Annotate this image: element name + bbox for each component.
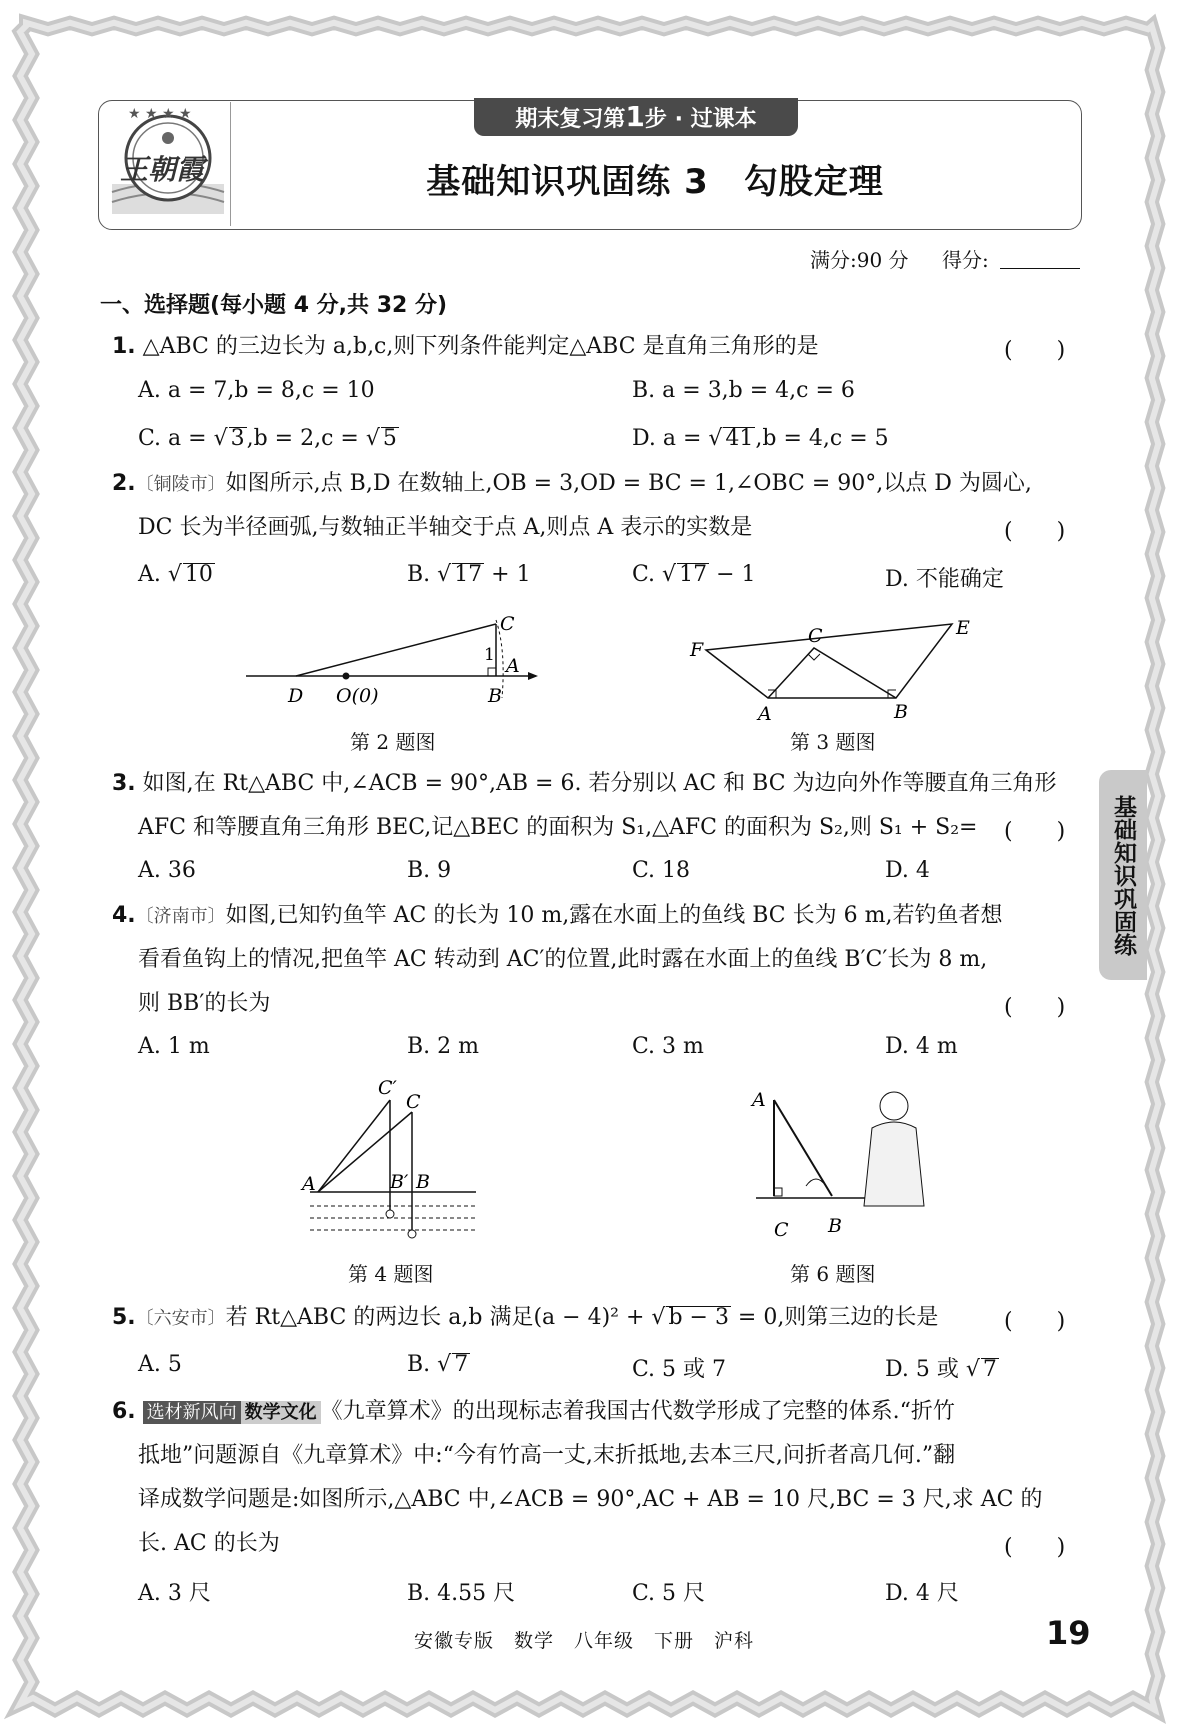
question-3	[112, 770, 1057, 798]
option-d[interactable]: D. 4 m	[885, 1034, 958, 1059]
hook-icon	[408, 1230, 416, 1238]
question-line: 如图,已知钓鱼竿 AC 的长为 10 m,露在水面上的鱼线 BC 长为 6 m,若钓鱼者想	[225, 903, 1003, 928]
score-blank[interactable]	[1000, 268, 1080, 269]
label-d: D	[288, 685, 304, 707]
hook-icon	[386, 1210, 394, 1218]
triangle-acb	[768, 648, 896, 698]
figure-2	[240, 606, 550, 716]
question-6	[112, 1398, 955, 1427]
label-b: B	[416, 1171, 430, 1193]
option-text: B.	[407, 1352, 438, 1377]
label-e: E	[956, 617, 970, 639]
answer-paren[interactable]: ( )	[1004, 338, 1066, 363]
label-a: A	[752, 1089, 766, 1111]
figure-6	[746, 1076, 936, 1246]
radicand: b − 3	[668, 1305, 729, 1330]
option-b[interactable]: B. 9	[407, 858, 452, 883]
question-number: 6.	[112, 1399, 136, 1424]
option-text: ,b = 4,c = 5	[755, 426, 889, 451]
question-number: 4.	[112, 903, 136, 928]
right-angle-mark	[808, 654, 820, 660]
label-c-prime: C′	[378, 1077, 397, 1099]
question-number: 2.	[112, 471, 136, 496]
option-b[interactable]: B. √ 17 + 1	[407, 562, 531, 587]
option-text: A.	[138, 562, 168, 587]
option-d[interactable]: D. 4 尺	[885, 1581, 959, 1606]
option-d[interactable]: D. 4	[885, 858, 930, 883]
logo-text: 王朝霞	[120, 153, 205, 186]
label-c: C	[808, 625, 823, 647]
figure-6-caption: 第 6 题图	[790, 1262, 876, 1286]
hypotenuse-dc	[296, 624, 496, 676]
origin-dot	[343, 673, 350, 680]
figure-4-caption: 第 4 题图	[348, 1262, 434, 1286]
option-a[interactable]: A. a = 7,b = 8,c = 10	[138, 378, 375, 403]
source-tag: 〔六安市〕	[135, 1308, 226, 1329]
option-d[interactable]: D. a = √ 41,b = 4,c = 5	[632, 426, 889, 451]
footer-text: 安徽专版 数学 八年级 下册 沪科	[414, 1630, 755, 1652]
scholar-head-icon	[880, 1092, 908, 1120]
question-line: AFC 和等腰直角三角形 BEC,记△BEC 的面积为 S₁,△AFC 的面积为 S₂,则 S₁ + S₂=	[138, 815, 978, 840]
figure-3-caption: 第 3 题图	[790, 730, 876, 754]
option-c[interactable]: C. a = √ 3,b = 2,c = √ 5	[138, 426, 397, 451]
right-angle-mark	[774, 1188, 782, 1196]
label-a: A	[758, 703, 772, 720]
option-text: C. a =	[138, 426, 214, 451]
option-text: + 1	[484, 562, 531, 587]
figure-4	[300, 1076, 490, 1246]
side-tab-label: 基础知识巩固练	[1110, 794, 1136, 956]
option-c[interactable]: C. 5 尺	[632, 1581, 706, 1606]
bamboo-ab	[774, 1100, 832, 1196]
question-1	[112, 333, 819, 361]
label-f: F	[690, 639, 704, 661]
option-text: D. 5 或	[885, 1357, 966, 1382]
label-c: C	[500, 613, 515, 635]
option-a[interactable]: A. √ 10	[138, 562, 213, 587]
option-d[interactable]: D. 5 或 √ 7	[885, 1357, 997, 1382]
source-tag: 〔铜陵市〕	[135, 474, 226, 495]
rod-ac-prime	[318, 1100, 390, 1192]
radicand: 10	[184, 562, 213, 587]
question-line: 长. AC 的长为	[138, 1531, 280, 1556]
answer-paren[interactable]: ( )	[1004, 519, 1066, 544]
answer-paren[interactable]: ( )	[1004, 995, 1066, 1020]
question-5: 5.〔六安市〕若 Rt△ABC 的两边长 a,b 满足(a − 4)² + √ b − 3 = 0,则第三边的长是	[112, 1305, 939, 1330]
option-text: − 1	[709, 562, 756, 587]
full-score: 满分:90 分	[810, 248, 909, 272]
option-text: ,b = 2,c =	[246, 426, 366, 451]
question-number: 3.	[112, 771, 136, 796]
question-line: 如图,在 Rt△ABC 中,∠ACB = 90°,AB = 6. 若分别以 AC 和 BC 为边向外作等腰直角三角形	[142, 771, 1057, 796]
label-one: 1	[484, 645, 495, 665]
question-stem: △ABC 的三边长为 a,b,c,则下列条件能判定△ABC 是直角三角形的是	[142, 334, 819, 359]
question-line: 则 BB′的长为	[138, 991, 271, 1016]
option-text: D. a =	[632, 426, 709, 451]
figure-2-caption: 第 2 题图	[350, 730, 436, 754]
banner-post: 步 · 过课本	[644, 107, 757, 132]
badge-math-culture: 数学文化	[241, 1401, 321, 1424]
answer-paren[interactable]: ( )	[1004, 1535, 1066, 1560]
option-a[interactable]: A. 1 m	[138, 1034, 210, 1059]
question-line: 译成数学问题是:如图所示,△ABC 中,∠ACB = 90°,AC + AB = 10 尺,BC = 3 尺,求 AC 的	[138, 1487, 1043, 1512]
option-b[interactable]: B. 2 m	[407, 1034, 480, 1059]
label-b-prime: B′	[390, 1171, 409, 1193]
question-line: DC 长为半径画弧,与数轴正半轴交于点 A,则点 A 表示的实数是	[138, 515, 753, 540]
svg-text:★ ★ ★ ★: ★ ★ ★ ★	[128, 106, 192, 122]
answer-paren[interactable]: ( )	[1004, 819, 1066, 844]
option-c[interactable]: C. 3 m	[632, 1034, 704, 1059]
option-a[interactable]: A. 36	[138, 858, 196, 883]
score-label: 得分:	[942, 248, 989, 272]
question-number: 1.	[112, 334, 136, 359]
option-a[interactable]: A. 3 尺	[138, 1581, 211, 1606]
label-b: B	[488, 685, 502, 707]
radicand: 17	[454, 562, 483, 587]
question-line: 如图所示,点 B,D 在数轴上,OB = 3,OD = BC = 1,∠OBC = 90°,以点 D 为圆心,	[225, 471, 1032, 496]
radicand: 3	[230, 426, 245, 451]
outer-shape	[706, 624, 952, 698]
radicand: 41	[725, 426, 754, 451]
question-line: 看看鱼钩上的情况,把鱼竿 AC 转动到 AC′的位置,此时露在水面上的鱼线 B′C′长为 8 m,	[138, 947, 988, 972]
label-b: B	[828, 1215, 842, 1237]
header-banner	[474, 98, 798, 136]
question-stem: = 0,则第三边的长是	[730, 1305, 939, 1330]
radicand: 5	[382, 426, 397, 451]
figure-3	[684, 610, 984, 720]
question-stem: 若 Rt△ABC 的两边长 a,b 满足(a − 4)² +	[225, 1305, 652, 1330]
question-number: 5.	[112, 1305, 136, 1330]
section-title: 一、选择题(每小题 4 分,共 32 分)	[100, 293, 448, 318]
source-tag: 〔济南市〕	[135, 906, 226, 927]
question-2	[112, 470, 1032, 499]
radicand: 7	[982, 1357, 997, 1382]
banner-num: 1	[625, 100, 645, 133]
option-b[interactable]: B. 4.55 尺	[407, 1581, 516, 1606]
label-c: C	[774, 1219, 789, 1241]
side-tab	[1099, 770, 1147, 980]
badge-new-trend: 选材新风向	[143, 1401, 241, 1424]
option-c[interactable]: C. √ 17 − 1	[632, 562, 756, 587]
question-line: 抵地”问题源自《九章算术》中:“今有竹高一丈,末折抵地,去本三尺,问折者高几何.”翻	[138, 1443, 956, 1468]
axis-arrow-icon	[528, 672, 538, 680]
label-b: B	[894, 701, 908, 720]
question-line: 《九章算术》的出现标志着我国古代数学形成了完整的体系.“折竹	[320, 1399, 955, 1424]
option-b[interactable]: B. √ 7	[407, 1352, 469, 1377]
option-text: C.	[632, 562, 663, 587]
label-a: A	[506, 655, 520, 677]
option-c[interactable]: C. 18	[632, 858, 691, 883]
banner-pre: 期末复习第	[515, 107, 626, 132]
option-text: B.	[407, 562, 438, 587]
radicand: 7	[454, 1352, 469, 1377]
question-4	[112, 902, 1002, 931]
option-a[interactable]: A. 5	[138, 1352, 182, 1377]
option-c[interactable]: C. 5 或 7	[632, 1357, 727, 1382]
scholar-robe-icon	[864, 1122, 924, 1206]
label-a: A	[302, 1173, 316, 1195]
label-o: O(0)	[336, 685, 379, 707]
option-d[interactable]: D. 不能确定	[885, 567, 1004, 592]
label-c: C	[406, 1091, 421, 1113]
answer-paren[interactable]: ( )	[1004, 1309, 1066, 1334]
radicand: 17	[679, 562, 708, 587]
option-b[interactable]: B. a = 3,b = 4,c = 6	[632, 378, 855, 403]
page-title: 基础知识巩固练 3 勾股定理	[426, 162, 884, 202]
right-angle-mark	[488, 668, 496, 676]
page-number: 19	[1046, 1614, 1091, 1652]
